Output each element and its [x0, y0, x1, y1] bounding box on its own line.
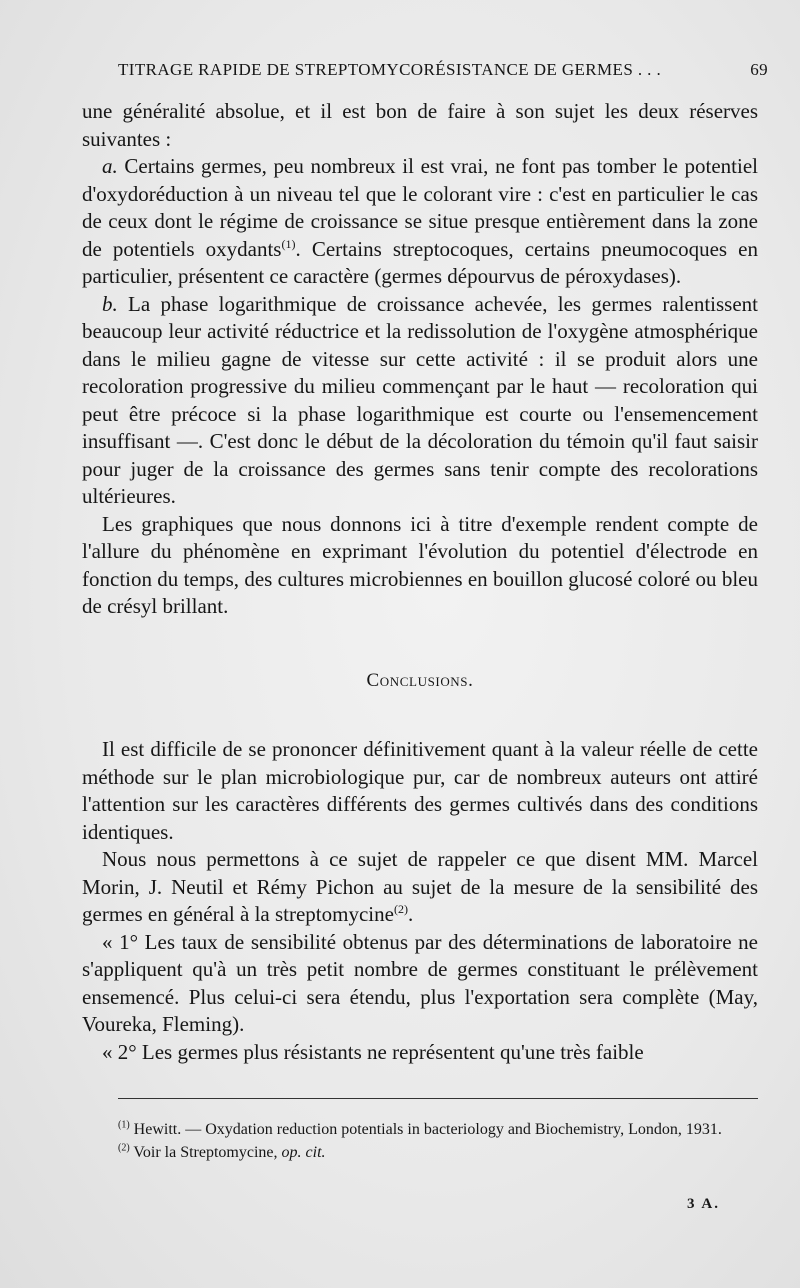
paragraph-conclusion-1: Il est difficile de se prononcer définitivement quant à la valeur réelle de cette méthode sur le plan microbiologique pur, car de nombreux auteurs ont attiré l'attention sur les caractères différents des germes cultivés dans des conditions identiques.: [82, 737, 758, 844]
conclusion-2-end: .: [407, 902, 414, 926]
main-text: [82, 98, 758, 1066]
footnote-divider: [118, 1098, 758, 1099]
footnote-2-ref: op. cit.: [281, 1144, 326, 1161]
quote-item-2: « 2° Les germes plus résistants ne représentent qu'une très faible: [102, 1039, 644, 1064]
item-b-text: La phase logarithmique de croissance achevée, les germes ralentissent beaucoup leur activité réductrice et la redissolution de l'oxygène atmosphérique dans le milieu gagne de vitesse sur cette activité : il se produit alors une recoloration progressive du milieu commençant par le haut — recoloration qui peut être précoce si la phase logarithmique est courte ou l'ensemencement insuffisant —. C'est donc le début de la décoloration du témoin qu'il faut saisir pour juger de la croissance des germes sans tenir compte des recolorations ultérieures.: [82, 291, 758, 508]
footnote-2: [82, 1141, 758, 1164]
paragraph-item-b: [82, 291, 758, 511]
item-a-text-end: . Certains streptocoques, certains pneumocoques en particulier, présentent ce caractère (germes dépourvus de péroxydases).: [82, 236, 758, 288]
footnote-ref-1: (1): [281, 236, 296, 251]
section-heading-conclusions: Conclusions.: [366, 669, 474, 691]
footnote-1: [82, 1118, 758, 1141]
item-a-text: Certains germes, peu nombreux il est vrai, ne font pas tomber le potentiel d'oxydoréduction à un niveau tel que le colorant vire : c'est en particulier le cas de ceux dont le régime de croissance se situe presque entièrement dans la zone de potentiels oxydants: [82, 154, 758, 261]
paragraph-conclusion-2: [82, 846, 758, 929]
running-header: [0, 60, 800, 88]
signature-mark: 3 A.: [686, 1196, 720, 1212]
item-letter-a: a.: [102, 154, 118, 178]
running-title: TITRAGE RAPIDE DE STREPTOMYCORÉSISTANCE DE GERMES . . .: [118, 60, 662, 79]
paragraph-item-a: [82, 153, 758, 291]
paragraph-continuation: une généralité absolue, et il est bon de faire à son sujet les deux réserves suivantes :: [82, 99, 758, 151]
quote-item-1: « 1° Les taux de sensibilité obtenus par des déterminations de laboratoire ne s'appliquent qu'à un très petit nombre de germes constituant le prélèvement ensemencé. Plus celui-ci sera étendu, plus l'exportation sera complète (May, Voureka, Fleming).: [82, 929, 758, 1036]
footnote-ref-2: (2): [393, 902, 408, 916]
conclusion-2-text: Nous nous permettons à ce sujet de rappeler ce que disent MM. Marcel Morin, J. Neutil et Rémy Pichon au sujet de la mesure de la sensibilité des germes en général à la streptomycine: [82, 847, 758, 926]
footnotes: [82, 1118, 758, 1164]
paragraph-graphiques: Les graphiques que nous donnons ici à titre d'exemple rendent compte de l'allure du phénomène en exprimant l'évolution du potentiel d'électrode en fonction du temps, des cultures microbiennes en bouillon glucosé coloré ou bleu de crésyl brillant.: [82, 511, 758, 618]
footnote-1-text: Hewitt. — Oxydation reduction potentials in bacteriology and Biochemistry, London, 1931.: [129, 1121, 722, 1138]
footnote-2-mark: (2): [118, 1142, 130, 1154]
footnote-1-mark: (1): [118, 1119, 130, 1131]
item-letter-b: b.: [102, 291, 118, 316]
page-number: 69: [750, 60, 768, 79]
footnote-2-text: Voir la Streptomycine,: [129, 1144, 282, 1161]
